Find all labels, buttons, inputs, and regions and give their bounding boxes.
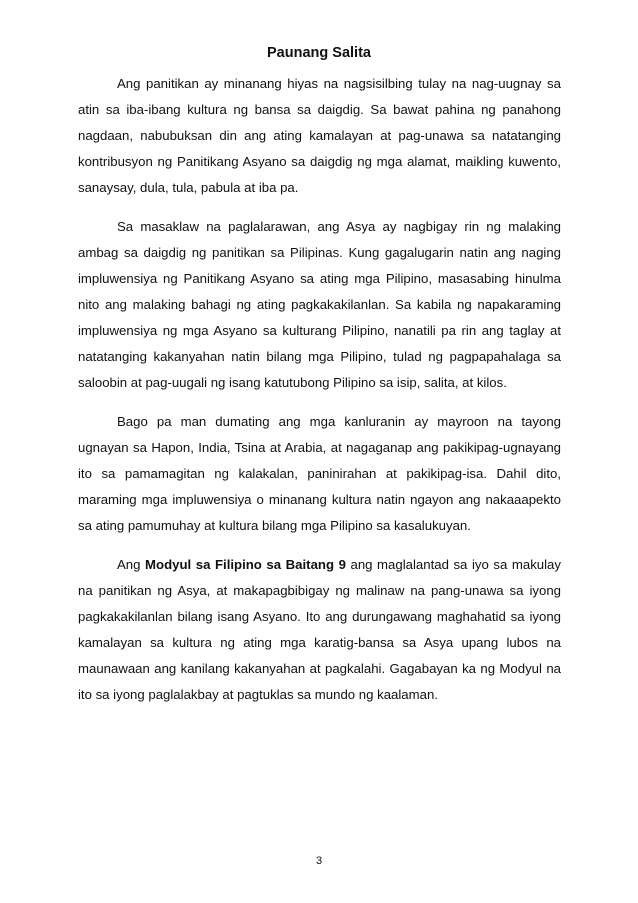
module-title-bold: Modyul sa Filipino sa Baitang 9 <box>145 557 346 572</box>
paragraph-2: Sa masaklaw na paglalarawan, ang Asya ay nagbigay rin ng malaking ambag sa daigdig ng panitikan sa Pilipinas. Kung gagalugarin natin ang naging impluwensiya ng Panitikang Asyano sa ating mga Pilipino, masasabing hinulma nito ang malaking bahagi ng ating pagkakakilanlan. Sa kabila ng napakaraming impluwensiya ng mga Asyano sa kulturang Pilipino, nanatili pa rin ang taglay at natatanging kakanyahan natin bilang mga Pilipino, tulad ng pagpapahalaga sa saloobin at pag-uugali ng isang katutubong Pilipino sa isip, salita, at kilos. <box>78 219 561 390</box>
paragraph-4-lead: Ang <box>117 557 146 572</box>
paragraph-3: Bago pa man dumating ang mga kanluranin ay mayroon na tayong ugnayan sa Hapon, India, Tsina at Arabia, at nagaganap ang pakikipag-ugnayang ito sa pamamagitan ng kalakalan, paninirahan at pakikipag-isa. Dahil dito, maraming mga impluwensiya o minanang kultura natin ngayon ang nakaaapekto sa ating pamumuhay at kultura bilang mga Pilipino sa kasalukuyan. <box>78 414 561 533</box>
paragraph-1: Ang panitikan ay minanang hiyas na nagsisilbing tulay na nag-uugnay sa atin sa iba-ibang kultura ng bansa sa daigdig. Sa bawat pahina ng panahong nagdaan, nabubuksan din ang ating kamalayan at pag-unawa sa natatanging kontribusyon ng Panitikang Asyano sa daigdig ng mga alamat, maikling kuwento, sanaysay, dula, tula, pabula at iba pa. <box>78 76 561 195</box>
document-body <box>78 71 561 721</box>
paragraph-4-rest: ang maglalantad sa iyo sa makulay na panitikan ng Asya, at makapagbibigay ng malinaw na pang-unawa sa iyong pagkakakilanlan bilang isang Asyano. Ito ang durungawang maghahatid sa iyong kamalayan sa kultura ng ating mga karatig-bansa sa Asya upang lubos na maunawaan ang kanilang kakanyahan at pagkalahi. Gagabayan ka ng Modyul na ito sa iyong paglalakbay at pagtuklas sa mundo ng kaalaman. <box>78 557 561 702</box>
page-title: Paunang Salita <box>267 45 371 61</box>
page-number: 3 <box>315 855 323 867</box>
paragraph-4 <box>78 552 561 708</box>
